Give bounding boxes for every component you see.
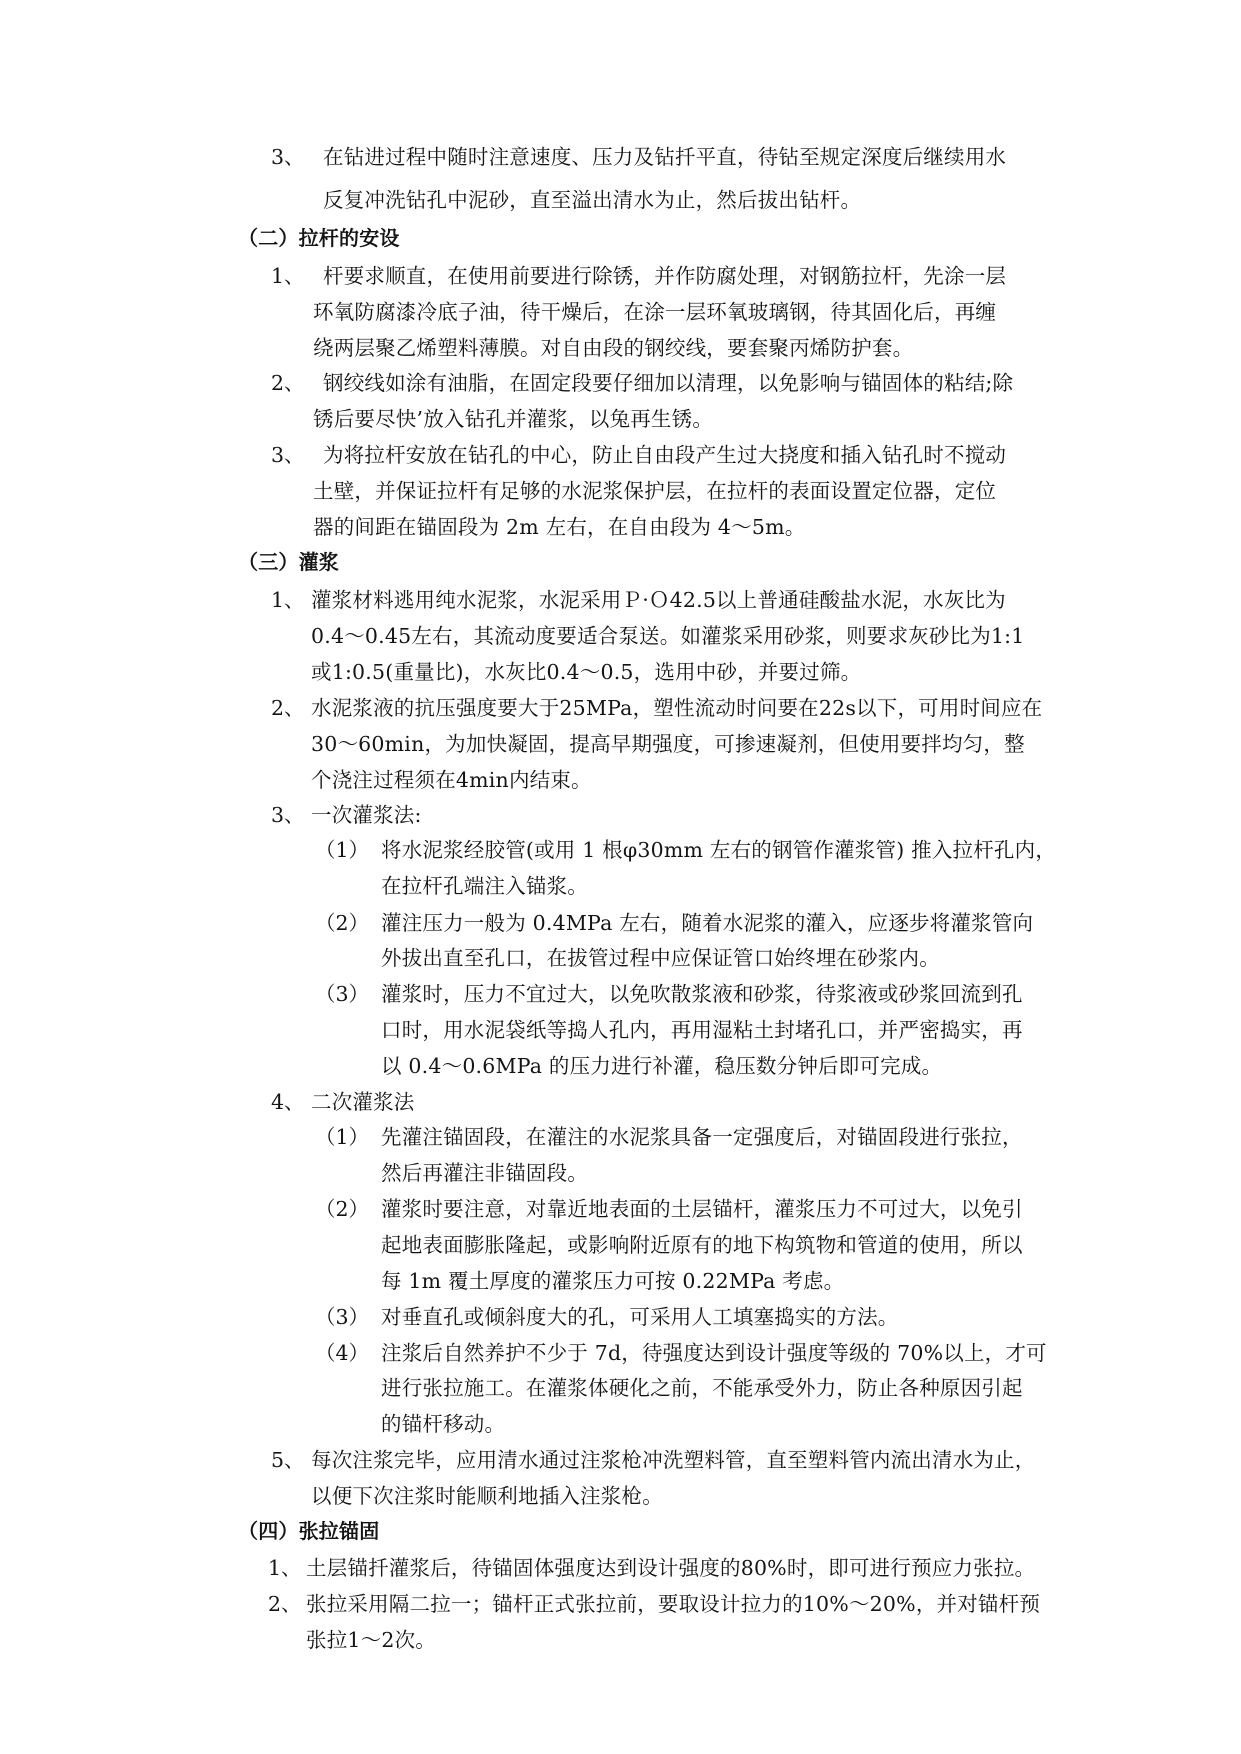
text-line: 在钻进过程中随时注意速度、压力及钻扦平直，待钻至规定深度后继续用水 (323, 145, 1007, 169)
text-line: 水泥浆液的抗压强度要大于25MPa，塑性流动时问要在22s以下，可用时间应在 (311, 696, 1043, 720)
text-line: 在拉杆孔端注入锚浆。 (381, 874, 588, 898)
text-line: 0.4～0.45左右，其流动度要适合泵送。如灌浆采用砂浆，则要求灰砂比为1:1 (311, 624, 1025, 648)
list-marker: （1） (315, 1125, 370, 1149)
text-line: 对垂直孔或倾斜度大的孔，可采用人工填塞捣实的方法。 (381, 1305, 899, 1329)
text-line: 二次灌浆法 (311, 1090, 415, 1114)
list-marker: 2、 (271, 371, 305, 395)
list-marker: 2、 (271, 696, 305, 720)
text-line: 灌浆时，压力不宜过大，以免吹散浆液和砂浆，待浆液或砂浆回流到孔 (381, 982, 1023, 1006)
text-line: 然后再灌注非锚固段。 (381, 1161, 588, 1185)
text-line: 张拉采用隔二拉一；锚杆正式张拉前，要取设计拉力的10%～20%，并对锚杆预 (306, 1592, 1041, 1616)
text-line: 个浇注过程须在4min内结束。 (311, 768, 592, 792)
list-marker: 1、 (268, 1556, 302, 1580)
text-line: 注浆后自然养护不少于 7d，待强度达到设计强度等级的 70%以上，才可 (381, 1341, 1047, 1365)
text-line: 先灌注锚固段，在灌注的水泥浆具备一定强度后，对锚固段进行张拉， (381, 1125, 1023, 1149)
list-marker: 3、 (271, 443, 305, 467)
text-line: 灌浆时要注意，对靠近地表面的土层锚杆，灌浆压力不可过大，以免引 (381, 1197, 1023, 1221)
text-line: 环氧防腐漆冷底子油，待干燥后，在涂一层环氧玻璃钢，待其固化后，再缠 (313, 300, 997, 324)
section-heading: （二）拉杆的安设 (238, 226, 400, 250)
text-line: 以便下次注浆时能顺利地插入注浆枪。 (311, 1484, 663, 1508)
list-marker: 1、 (271, 264, 305, 288)
text-line: 器的间距在锚固段为 2m 左右，在自由段为 4～5m。 (313, 515, 806, 539)
text-line: 反复冲洗钻孔中泥砂，直至溢出清水为止，然后拔出钻杆。 (323, 188, 862, 212)
list-marker: 1、 (271, 588, 305, 612)
text-line: 以 0.4～0.6MPa 的压力进行补灌，稳压数分钟后即可完成。 (381, 1054, 943, 1078)
text-line: 或1:0.5(重量比)，水灰比0.4～0.5，选用中砂，并要过筛。 (311, 660, 862, 684)
text-line: 一次灌浆法: (311, 803, 422, 827)
list-marker: 3、 (271, 145, 305, 169)
list-marker: （1） (315, 838, 370, 862)
list-marker: （3） (315, 982, 370, 1006)
list-marker: （2） (315, 1197, 370, 1221)
text-line: 每次注浆完毕，应用清水通过注浆枪冲洗塑料管，直至塑料管内流出清水为止， (311, 1448, 1036, 1472)
text-line: 将水泥浆经胶管(或用 1 根φ30mm 左右的钢管作灌浆管) 推入拉杆孔内， (381, 838, 1057, 862)
text-line: 钢绞线如涂有油脂，在固定段要仔细加以清理，以免影响与锚固体的粘结;除 (323, 371, 1014, 395)
list-marker: 2、 (268, 1592, 302, 1616)
text-line: 灌浆材料逃用纯水泥浆，水泥采用Ｐ·Ｏ42.5以上普通硅酸盐水泥，水灰比为 (311, 588, 1006, 612)
text-line: 外拔出直至孔口，在拔管过程中应保证管口始终埋在砂浆内。 (381, 946, 940, 970)
list-marker: 3、 (271, 803, 305, 827)
text-line: 起地表面膨胀隆起，或影响附近原有的地下构筑物和管道的使用，所以 (381, 1233, 1023, 1257)
text-line: 为将拉杆安放在钻孔的中心，防止自由段产生过大挠度和插入钻孔时不搅动 (323, 443, 1007, 467)
text-line: 绕两层聚乙烯塑料薄膜。对自由段的钢绞线，要套聚丙烯防护套。 (313, 336, 914, 360)
text-line: 土层锚扦灌浆后，待锚固体强度达到设计强度的80%时，即可进行预应力张拉。 (306, 1556, 1036, 1580)
text-line: 进行张拉施工。在灌浆体硬化之前，不能承受外力，防止各种原因引起 (381, 1376, 1023, 1400)
list-marker: 4、 (271, 1090, 305, 1114)
list-marker: （3） (315, 1305, 370, 1329)
text-line: 张拉1～2次。 (306, 1628, 436, 1652)
text-line: 30～60min，为加快凝固，提高早期强度，可掺速凝剂，但使用要拌均匀，整 (311, 732, 1025, 756)
section-heading: （四）张拉锚固 (238, 1519, 380, 1543)
text-line: 灌注压力一般为 0.4MPa 左右，随着水泥浆的灌入，应逐步将灌浆管向 (381, 911, 1034, 935)
text-line: 土壁，并保证拉杆有足够的水泥浆保护层，在拉杆的表面设置定位器，定位 (313, 479, 997, 503)
text-line: 每 1m 覆土厚度的灌浆压力可按 0.22MPa 考虑。 (381, 1269, 845, 1293)
list-marker: （4） (315, 1341, 370, 1365)
section-heading: （三）灌浆 (238, 550, 339, 574)
text-line: 的锚杆移动。 (381, 1412, 506, 1436)
text-line: 杆要求顺直，在使用前要进行除锈，并作防腐处理，对钢筋拉杆，先涂一层 (323, 264, 1007, 288)
list-marker: 5、 (271, 1448, 305, 1472)
text-line: 锈后要尽快’放入钻孔并灌浆，以兔再生锈。 (313, 407, 714, 431)
list-marker: （2） (315, 911, 370, 935)
text-line: 口时，用水泥袋纸等捣人孔内，再用湿粘土封堵孔口，并严密捣实，再 (381, 1018, 1023, 1042)
